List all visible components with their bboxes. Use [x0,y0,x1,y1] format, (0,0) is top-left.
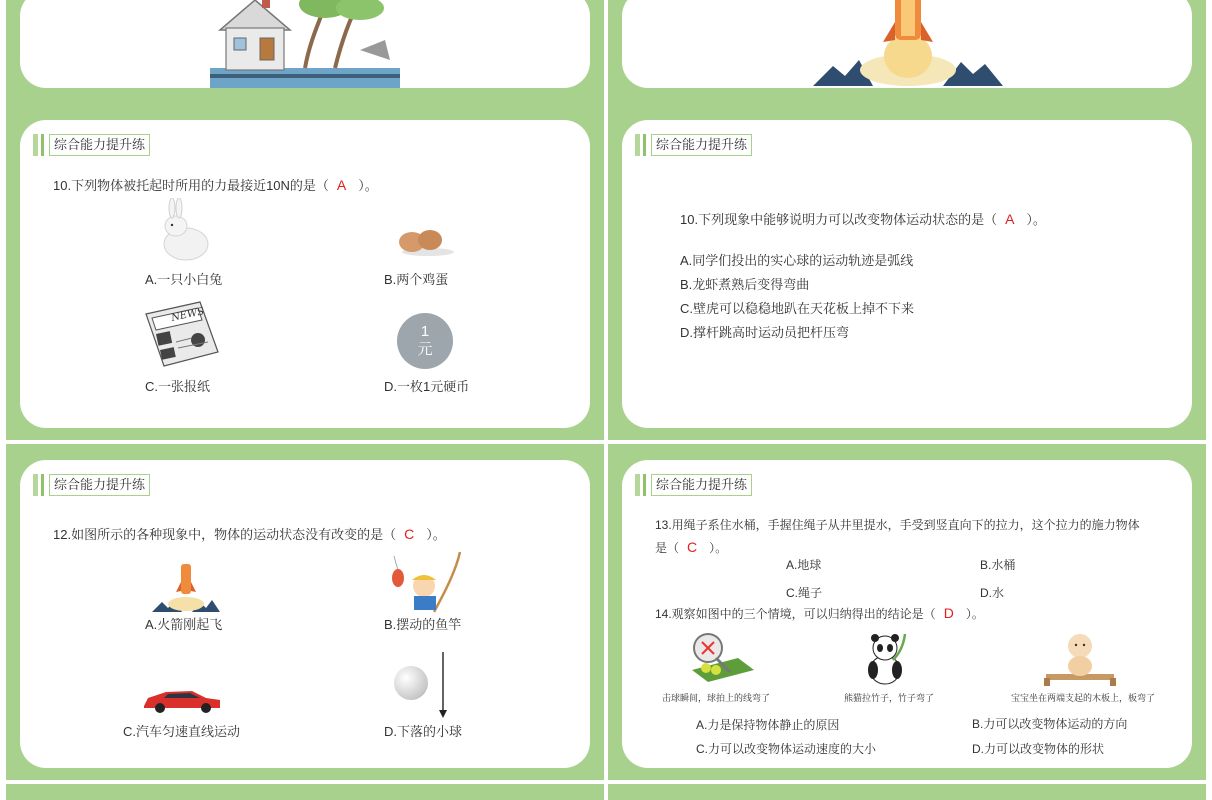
slide-5[interactable] [6,444,604,780]
option-d: D.撑杆跳高时运动员把杆压弯 [680,325,850,340]
option-c: C.汽车匀速直线运动 [123,724,241,739]
panda-image [863,630,907,686]
question-10-motion: 10.下列现象中能够说明力可以改变物体运动状态的是（ A ）。 [680,211,1046,227]
question-13-line2: 是（ C ）。 [655,539,728,555]
option-b: B.摆动的鱼竿 [384,617,462,632]
newspaper-image [142,300,222,370]
answer-text: A [336,177,347,193]
question-13-line1: 13.用绳子系住水桶，手握住绳子从井里提水，手受到竖直向下的拉力，这个拉力的施力物体 [655,518,1140,532]
q13-option-c: C.绳子 [786,586,823,600]
baby-board-image [1040,630,1120,688]
slide-4[interactable] [608,104,1206,440]
slide-3-card [20,120,590,428]
q13-option-a: A.地球 [786,558,822,572]
question-10-weight: 10.下列物体被托起时所用的力最接近10N的是（ A ）。 [53,177,378,193]
q14-option-c: C.力可以改变物体运动速度的大小 [696,742,877,756]
house-flood-illustration [210,0,400,88]
section-tag: 综合能力提升练 [635,474,752,496]
eggs-image [394,222,454,258]
slide-1[interactable] [6,0,604,104]
svg-text:NEWS: NEWS [170,306,206,324]
caption-panda: 熊猫拉竹子，竹子弯了 [844,693,935,703]
answer-text: D [943,605,954,621]
slide-7[interactable] [6,784,604,800]
option-a: A.火箭刚起飞 [145,617,223,632]
caption-baby: 宝宝坐在两端支起的木板上，板弯了 [1011,693,1156,703]
coin-image: 1 元 [397,313,453,369]
answer-text: C [404,526,415,542]
option-a: A.同学们投出的实心球的运动轨迹是弧线 [680,253,914,268]
slide-2[interactable] [608,0,1206,104]
option-c: C.壁虎可以稳稳地趴在天花板上掉不下来 [680,301,915,316]
option-b: B.两个鸡蛋 [384,272,449,287]
section-tag: 综合能力提升练 [635,134,752,156]
slide-6[interactable] [608,444,1206,780]
question-14: 14.观察如图中的三个情境，可以归纳得出的结论是（ D ）。 [655,605,984,621]
question-12-motion-state: 12.如图所示的各种现象中，物体的运动状态没有改变的是（ C ）。 [53,526,446,542]
slide-8[interactable] [608,784,1206,800]
car-image [140,684,224,714]
rocket-image [152,560,220,612]
option-c: C.一张报纸 [145,379,211,394]
q13-option-b: B.水桶 [980,558,1016,572]
option-b: B.龙虾煮熟后变得弯曲 [680,277,810,292]
answer-text: C [687,539,698,555]
slide-5-card [20,460,590,768]
caption-racket: 击球瞬间，球拍上的线弯了 [662,693,771,703]
ball-image [394,666,428,700]
slide-3[interactable] [6,104,604,440]
option-a: A.一只小白兔 [145,272,223,287]
q14-option-b: B.力可以改变物体运动的方向 [972,717,1128,731]
falling-arrow-icon [438,652,448,720]
section-tag: 综合能力提升练 [33,474,150,496]
rocket-launch-illustration [813,0,1003,86]
section-tag: 综合能力提升练 [33,134,150,156]
q13-option-d: D.水 [980,586,1005,600]
answer-text: A [1005,211,1015,227]
rabbit-image [158,198,214,262]
fishing-rod-image [386,550,466,614]
option-d: D.下落的小球 [384,724,463,739]
q14-option-d: D.力可以改变物体的形状 [972,742,1105,756]
q14-option-a: A.力是保持物体静止的原因 [696,718,840,732]
tennis-racket-image [686,630,756,686]
option-d: D.一枚1元硬币 [384,379,470,394]
